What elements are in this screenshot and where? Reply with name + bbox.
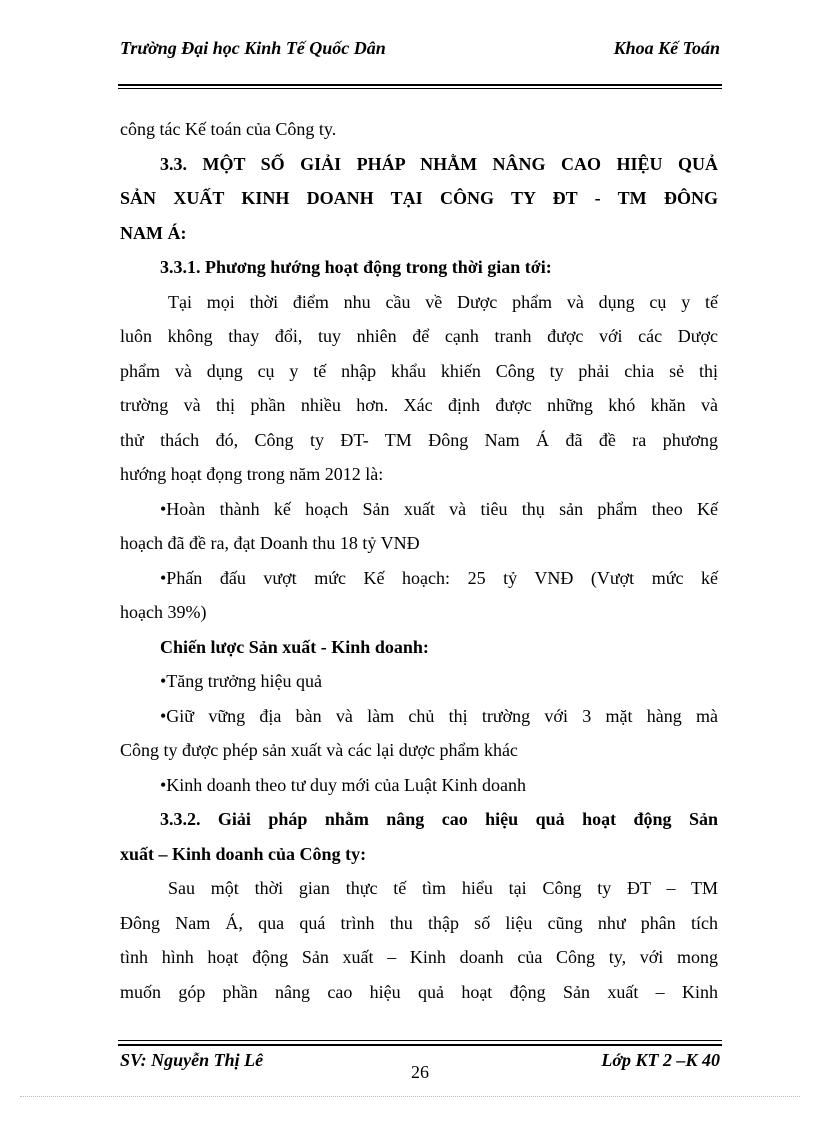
header-rule-thin	[118, 88, 722, 89]
footer-rule	[118, 1044, 722, 1046]
section-heading: 3.3. MỘT SỐ GIẢI PHÁP NHẰM NÂNG CAO HIỆU QUẢ	[160, 153, 718, 174]
body-line: công tác Kế toán của Công ty.	[120, 119, 337, 139]
page-header	[120, 36, 720, 66]
body-line: Sau một thời gian thực tế tìm hiểu tại Công ty ĐT – TM	[168, 878, 718, 898]
header-faculty: Khoa Kế Toán	[613, 38, 720, 58]
body-line: trường và thị phần nhiều hơn. Xác định được những khó khăn và	[120, 395, 718, 415]
bullet-item: •Kinh doanh theo tư duy mới của Luật Kinh doanh	[160, 774, 527, 795]
subsection-heading: xuất – Kinh doanh của Công ty:	[120, 843, 367, 864]
body-line: hoạch đã đề ra, đạt Doanh thu 18 tỷ VNĐ	[120, 533, 420, 553]
footer-student: SV: Nguyễn Thị Lê	[120, 1050, 264, 1070]
page-footer	[120, 1050, 720, 1090]
body-line: Công ty được phép sản xuất và các lại dược phẩm khác	[120, 740, 518, 760]
footer-class: Lớp KT 2 –K 40	[601, 1050, 720, 1070]
bullet-item: •Phấn đấu vượt mức Kế hoạch: 25 tỷ VNĐ (Vượt mức kế	[160, 567, 718, 588]
strategy-heading: Chiến lược Sản xuất - Kinh doanh:	[160, 636, 429, 657]
body-line: hướng hoạt đọng trong năm 2012 là:	[120, 464, 384, 484]
header-university: Trường Đại học Kinh Tế Quốc Dân	[120, 38, 386, 58]
body-line: thử thách đó, Công ty ĐT- TM Đông Nam Á đã đề ra phương	[120, 429, 718, 450]
bottom-dotted-line	[20, 1096, 800, 1097]
body-line: Tại mọi thời điểm nhu cầu về Dược phẩm và dụng cụ y tế	[168, 291, 718, 312]
page-number: 26	[411, 1062, 429, 1082]
body-line: muốn góp phần nâng cao hiệu quả hoạt động Sản xuất – Kinh	[120, 981, 718, 1002]
section-heading: SẢN XUẤT KINH DOANH TẠI CÔNG TY ĐT - TM ĐÔNG	[120, 188, 718, 208]
body-line: Đông Nam Á, qua quá trình thu thập số liệu cũng như phân tích	[120, 912, 718, 933]
bullet-item: •Hoàn thành kế hoạch Sản xuất và tiêu thụ sản phẩm theo Kế	[160, 498, 718, 519]
subsection-heading: 3.3.2. Giải pháp nhằm nâng cao hiệu quả hoạt động Sản	[160, 809, 718, 829]
bullet-item: •Giữ vững địa bàn và làm chủ thị trường với 3 mặt hàng mà	[160, 705, 718, 726]
bullet-item: •Tăng trưởng hiệu quả	[160, 671, 323, 691]
page-body	[120, 112, 718, 1009]
body-line: phẩm và dụng cụ y tế nhập khẩu khiến Công ty phải chia sẻ thị	[120, 360, 718, 381]
footer-rule-thin	[118, 1040, 722, 1041]
body-line: luôn không thay đổi, tuy nhiên để cạnh tranh được với các Dược	[120, 326, 718, 346]
body-line: tình hình hoạt động Sản xuất – Kinh doanh của Công ty, với mong	[120, 947, 718, 967]
body-line: hoạch 39%)	[120, 602, 207, 622]
header-rule	[118, 84, 722, 86]
subsection-heading: 3.3.1. Phương hướng hoạt động trong thời gian tới:	[160, 257, 552, 277]
section-heading: NAM Á:	[120, 222, 187, 243]
